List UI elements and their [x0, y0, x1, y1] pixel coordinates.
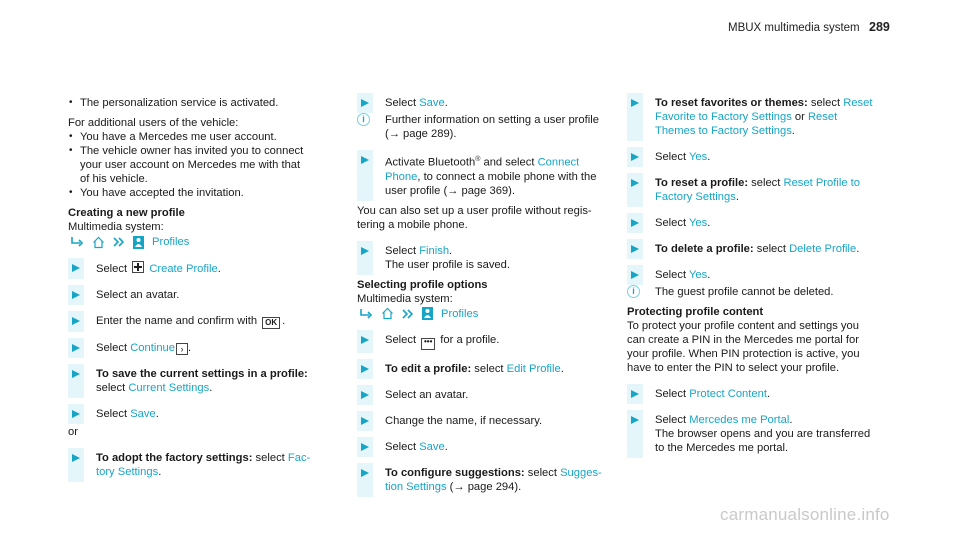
profile-icon	[422, 307, 433, 320]
step: Select Save.	[357, 96, 617, 110]
step: To save the current settings in a profile: select Current Settings.	[68, 367, 346, 395]
step-triangle-icon	[631, 219, 639, 227]
create-profile-link: Create Profile	[149, 263, 218, 275]
edit-profile-link: Edit Profile	[506, 362, 561, 375]
step-triangle-icon	[631, 245, 639, 253]
menu-path	[357, 307, 617, 321]
system-label: Multimedia system:	[357, 292, 453, 305]
factory-settings-link: Fac-	[287, 452, 311, 464]
page-number: 289	[869, 20, 890, 34]
paragraph: To protect your profile content and settings you	[627, 320, 859, 332]
paragraph: You can also set up a user profile without regis-	[357, 204, 592, 217]
info-note: i Further information on setting a user profile (→ page 289).	[357, 113, 617, 141]
paragraph: can create a PIN in the Mercedes me portal for	[627, 334, 859, 346]
mercedes-me-portal-link: Mercedes me Portal	[689, 414, 790, 426]
step: Select Save.	[68, 407, 346, 421]
reset-profile-link: Reset Profile to	[783, 177, 860, 189]
path-arrow-icon	[70, 236, 84, 248]
info-note: i The guest profile cannot be deleted.	[627, 285, 897, 299]
step: Select ••• for a profile.	[357, 333, 617, 350]
path-profiles-label: Profiles	[441, 307, 479, 320]
yes-link: Yes	[689, 151, 708, 163]
paragraph: For additional users of the vehicle:	[68, 117, 239, 129]
step: Select Continue › .	[68, 341, 346, 355]
step-triangle-icon	[361, 417, 369, 425]
section-heading: Protecting profile content	[627, 306, 764, 318]
yes-link: Yes	[689, 269, 708, 281]
double-chevron-icon	[402, 309, 414, 319]
step-triangle-icon	[631, 271, 639, 279]
home-icon	[92, 236, 105, 249]
step: Select Yes.	[627, 150, 897, 164]
bullet-item: • You have a Mercedes me user account.	[68, 130, 346, 144]
step: Select an avatar.	[357, 388, 617, 402]
step-triangle-icon	[631, 99, 639, 107]
reset-themes-link: Reset	[807, 111, 838, 123]
path-profiles-label: Profiles	[152, 236, 190, 248]
step: Activate Bluetooth® and select Connect Phone, to connect a mobile phone with the user profile (→ page 369).	[357, 153, 617, 198]
step-triangle-icon	[72, 264, 80, 272]
step: Enter the name and confirm with OK .	[68, 314, 346, 329]
step-triangle-icon	[72, 410, 80, 418]
step-triangle-icon	[631, 153, 639, 161]
column-1	[68, 96, 346, 479]
step: Change the name, if necessary.	[357, 414, 617, 428]
step-triangle-icon	[72, 344, 80, 352]
step: To delete a profile: select Delete Profile.	[627, 242, 897, 256]
step-triangle-icon	[72, 291, 80, 299]
step-triangle-icon	[361, 365, 369, 373]
protect-content-link: Protect Content	[689, 388, 767, 400]
step: Select Create Profile.	[68, 261, 346, 276]
step: Select Protect Content.	[627, 387, 897, 401]
paragraph: tering a mobile phone.	[357, 218, 468, 231]
step-triangle-icon	[72, 454, 80, 462]
step: To reset a profile: select Reset Profile to Factory Settings.	[627, 176, 897, 204]
step: To reset favorites or themes: select Reset Favorite to Factory Settings or Reset Themes to Factory Settings.	[627, 96, 897, 138]
bullet-item: • The vehicle owner has invited you to connect your user account on Mercedes me with that of his vehicle.	[68, 144, 346, 186]
step-triangle-icon	[72, 370, 80, 378]
step: Select an avatar.	[68, 288, 346, 302]
step: Select Mercedes me Portal. The browser opens and you are transferred to the Mercedes me portal.	[627, 413, 897, 455]
double-chevron-icon	[113, 237, 125, 247]
save-link: Save	[419, 97, 445, 109]
or-text: or	[68, 426, 78, 438]
more-dots-icon: •••	[421, 338, 435, 350]
step-triangle-icon	[361, 391, 369, 399]
system-label: Multimedia system:	[68, 221, 164, 233]
save-link: Save	[130, 408, 156, 420]
plus-box-icon	[132, 261, 144, 273]
profile-icon	[133, 236, 144, 249]
current-settings-link: Current Settings	[128, 382, 210, 394]
ok-key-icon: OK	[262, 317, 280, 329]
bullet-item: • You have accepted the invitation.	[68, 186, 346, 200]
step: To edit a profile: select Edit Profile.	[357, 362, 617, 376]
column-2	[357, 96, 617, 494]
step: To adopt the factory settings: select Fac- tory Settings.	[68, 451, 346, 479]
info-icon: i	[357, 113, 370, 126]
step-triangle-icon	[361, 443, 369, 451]
watermark: carmanualsonline.info	[720, 505, 890, 524]
continue-link: Continue	[130, 342, 175, 354]
info-icon: i	[627, 285, 640, 298]
paragraph: your profile. When PIN protection is active, you	[627, 348, 860, 360]
step-triangle-icon	[361, 247, 369, 255]
section-heading: Creating a new profile	[68, 207, 185, 219]
step-triangle-icon	[631, 179, 639, 187]
step: Select Save.	[357, 440, 617, 454]
chevron-right-box-icon: ›	[176, 343, 188, 355]
paragraph: have to enter the PIN to select your profile.	[627, 362, 840, 374]
step-triangle-icon	[361, 156, 369, 164]
column-3	[627, 96, 897, 455]
step: Select Yes.	[627, 216, 897, 230]
suggestion-settings-link: Sugges-	[560, 466, 602, 479]
header-title: MBUX multimedia system	[728, 22, 860, 34]
step: Select Finish. The user profile is saved.	[357, 244, 617, 272]
finish-link: Finish	[419, 244, 450, 257]
bullet-item: • The personalization service is activated.	[68, 96, 346, 110]
yes-link: Yes	[689, 217, 708, 229]
step-triangle-icon	[361, 99, 369, 107]
step: To configure suggestions: select Sugges- tion Settings (→ page 294).	[357, 466, 617, 494]
step-triangle-icon	[361, 469, 369, 477]
save-link: Save	[419, 440, 445, 453]
home-icon	[381, 307, 394, 320]
delete-profile-link: Delete Profile	[789, 243, 857, 255]
section-heading: Selecting profile options	[357, 278, 488, 291]
step: Select Yes.	[627, 268, 897, 282]
connect-phone-link: Connect	[537, 156, 580, 169]
step-triangle-icon	[361, 336, 369, 344]
step-triangle-icon	[631, 390, 639, 398]
step-triangle-icon	[631, 416, 639, 424]
path-arrow-icon	[359, 308, 373, 320]
menu-path	[68, 235, 346, 249]
reset-favorites-link: Reset	[843, 97, 873, 109]
step-triangle-icon	[72, 317, 80, 325]
